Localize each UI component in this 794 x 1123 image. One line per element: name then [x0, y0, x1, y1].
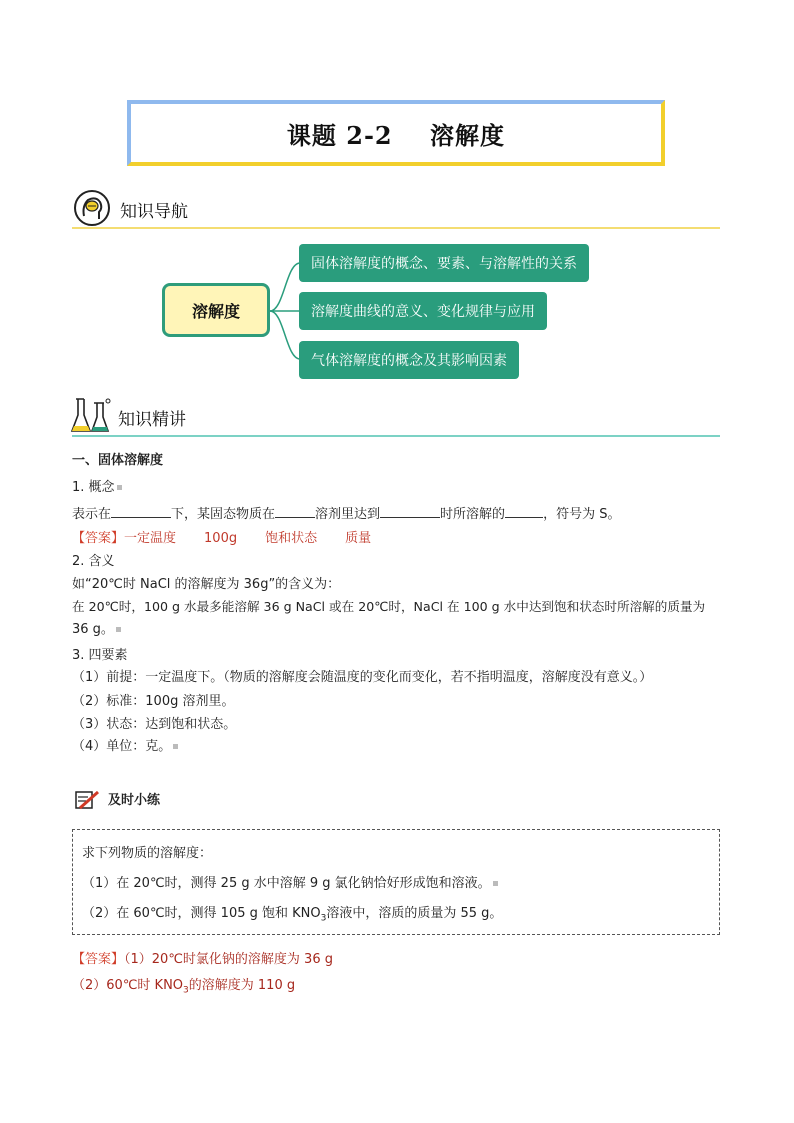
page-title: 课题 2-2 溶解度 — [286, 120, 506, 150]
practice-question-2: （2）在 60℃时，测得 105 g 饱和 $KNO_3$溶液中，溶质的质量为 55 g。 — [82, 906, 503, 924]
practice-heading: 及时小练 — [108, 793, 161, 808]
element-item-2: （2）标准：100g 溶剂里。 — [72, 694, 235, 709]
concept-answer: 【答案】一定温度 100g 饱和状态 质量 — [72, 531, 372, 546]
pencil-note-icon — [74, 788, 100, 816]
element-item-3: （3）状态：达到饱和状态。 — [72, 717, 237, 732]
concept-label: 1. 概念 — [72, 479, 122, 497]
practice-answer-1: 【答案】（1）20℃时氯化钠的溶解度为 36 g — [72, 952, 333, 967]
nav-divider — [72, 227, 720, 229]
practice-prompt: 求下列物质的溶解度： — [82, 846, 213, 861]
elements-label: 3. 四要素 — [72, 648, 128, 663]
lecture-divider — [72, 435, 720, 437]
meaning-line-2: 36 g。 — [72, 621, 121, 639]
lab-flask-icon — [70, 395, 114, 439]
meaning-line-1: 在 20℃时，100 g 水最多能溶解 36 g NaCl 或在 20℃时，NaCl 在 100 g 水中达到饱和状态时所溶解的质量为 — [72, 599, 706, 614]
practice-question-1: （1）在 20℃时，测得 25 g 水中溶解 9 g 氯化钠恰好形成饱和溶液。 — [82, 875, 498, 893]
section-heading: 一、固体溶解度 — [72, 453, 164, 468]
element-item-4: （4）单位：克。 — [72, 738, 178, 756]
meaning-intro: 如“20℃时 NaCl 的溶解度为 36g”的含义为： — [72, 577, 341, 592]
lightbulb-head-icon — [72, 188, 112, 232]
title-banner — [127, 100, 665, 166]
mindmap-branch-3: 气体溶解度的概念及其影响因素 — [299, 341, 519, 379]
nav-heading: 知识导航 — [120, 202, 188, 222]
mindmap-branch-1: 固体溶解度的概念、要素、与溶解性的关系 — [299, 244, 589, 282]
lecture-heading: 知识精讲 — [118, 410, 186, 430]
meaning-label: 2. 含义 — [72, 554, 115, 569]
element-item-1: （1）前提：一定温度下。（物质的溶解度会随温度的变化而变化，若不指明温度，溶解度没有意义。） — [72, 670, 653, 685]
practice-answer-2: （2）60℃时 $KNO_3$的溶解度为 110 g — [72, 978, 296, 996]
mindmap-root: 溶解度 — [162, 283, 270, 337]
concept-sentence: 表示在 下，某固态物质在 溶剂里达到 时所溶解的 ，符号为 S。 — [72, 507, 621, 522]
mindmap-branch-2: 溶解度曲线的意义、变化规律与应用 — [299, 292, 547, 330]
